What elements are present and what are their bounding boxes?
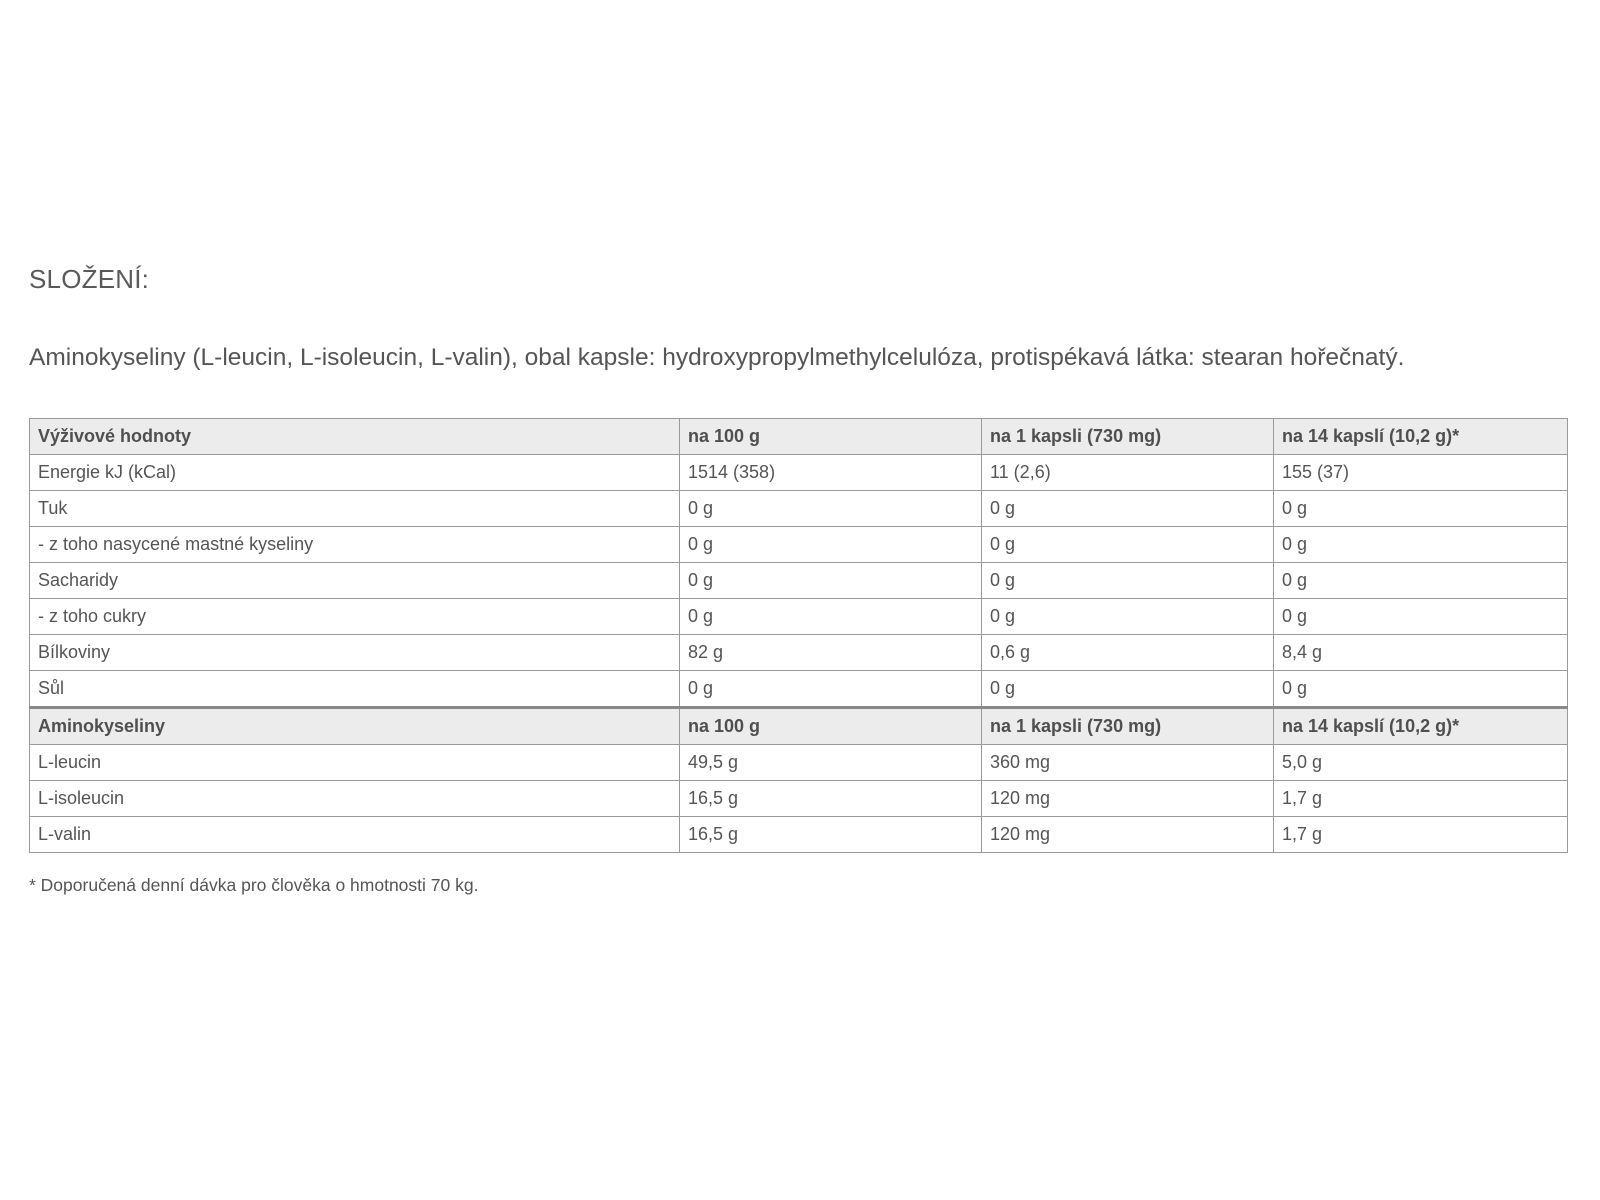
header-cell-per-14-capsules: na 14 kapslí (10,2 g)* [1274, 419, 1568, 455]
cell-per-100g: 0 g [680, 563, 982, 599]
row-label: - z toho nasycené mastné kyseliny [30, 527, 680, 563]
cell-per-14-capsules: 1,7 g [1274, 781, 1568, 817]
header-cell-per-100g: na 100 g [680, 419, 982, 455]
cell-per-capsule: 0 g [982, 671, 1274, 708]
row-label: L-valin [30, 817, 680, 853]
row-label: Sůl [30, 671, 680, 708]
header-cell-label: Výživové hodnoty [30, 419, 680, 455]
row-label: Bílkoviny [30, 635, 680, 671]
table-row [30, 491, 1568, 527]
cell-per-capsule: 0 g [982, 563, 1274, 599]
cell-per-100g: 0 g [680, 527, 982, 563]
amino-header-cell-per-100g: na 100 g [680, 708, 982, 745]
cell-per-capsule: 120 mg [982, 781, 1274, 817]
cell-per-100g: 16,5 g [680, 817, 982, 853]
cell-per-100g: 0 g [680, 491, 982, 527]
cell-per-14-capsules: 8,4 g [1274, 635, 1568, 671]
cell-per-100g: 0 g [680, 671, 982, 708]
row-label: Tuk [30, 491, 680, 527]
nutrition-table [29, 418, 1568, 853]
cell-per-14-capsules: 0 g [1274, 527, 1568, 563]
cell-per-14-capsules: 155 (37) [1274, 455, 1568, 491]
cell-per-14-capsules: 1,7 g [1274, 817, 1568, 853]
nutrition-table-head [30, 419, 1568, 455]
nutrition-table-body [30, 455, 1568, 853]
ingredients-text: Aminokyseliny (L-leucin, L-isoleucin, L-valin), obal kapsle: hydroxypropylmethylcelulóza, protispékavá látka: stearan hořečnatý. [29, 344, 1405, 371]
row-label: - z toho cukry [30, 599, 680, 635]
cell-per-capsule: 0,6 g [982, 635, 1274, 671]
footnote: * Doporučená denní dávka pro člověka o hmotnosti 70 kg. [29, 875, 479, 895]
cell-per-100g: 82 g [680, 635, 982, 671]
cell-per-capsule: 120 mg [982, 817, 1274, 853]
table-row [30, 745, 1568, 781]
table-row [30, 781, 1568, 817]
cell-per-14-capsules: 0 g [1274, 491, 1568, 527]
nutrition-header-row [30, 419, 1568, 455]
row-label: Energie kJ (kCal) [30, 455, 680, 491]
cell-per-100g: 49,5 g [680, 745, 982, 781]
row-label: L-isoleucin [30, 781, 680, 817]
cell-per-capsule: 0 g [982, 599, 1274, 635]
cell-per-100g: 16,5 g [680, 781, 982, 817]
header-cell-per-capsule: na 1 kapsli (730 mg) [982, 419, 1274, 455]
table-row [30, 817, 1568, 853]
table-row [30, 635, 1568, 671]
amino-header-cell-label: Aminokyseliny [30, 708, 680, 745]
cell-per-capsule: 0 g [982, 527, 1274, 563]
table-row [30, 671, 1568, 708]
table-row [30, 599, 1568, 635]
table-row [30, 455, 1568, 491]
cell-per-14-capsules: 5,0 g [1274, 745, 1568, 781]
cell-per-capsule: 360 mg [982, 745, 1274, 781]
row-label: Sacharidy [30, 563, 680, 599]
cell-per-14-capsules: 0 g [1274, 599, 1568, 635]
row-label: L-leucin [30, 745, 680, 781]
cell-per-14-capsules: 0 g [1274, 563, 1568, 599]
cell-per-14-capsules: 0 g [1274, 671, 1568, 708]
composition-heading: SLOŽENÍ: [29, 264, 150, 294]
table-row [30, 527, 1568, 563]
cell-per-100g: 0 g [680, 599, 982, 635]
table-row [30, 563, 1568, 599]
amino-header-cell-per-capsule: na 1 kapsli (730 mg) [982, 708, 1274, 745]
amino-header-cell-per-14-capsules: na 14 kapslí (10,2 g)* [1274, 708, 1568, 745]
cell-per-100g: 1514 (358) [680, 455, 982, 491]
amino-header-row [30, 708, 1568, 745]
cell-per-capsule: 0 g [982, 491, 1274, 527]
cell-per-capsule: 11 (2,6) [982, 455, 1274, 491]
